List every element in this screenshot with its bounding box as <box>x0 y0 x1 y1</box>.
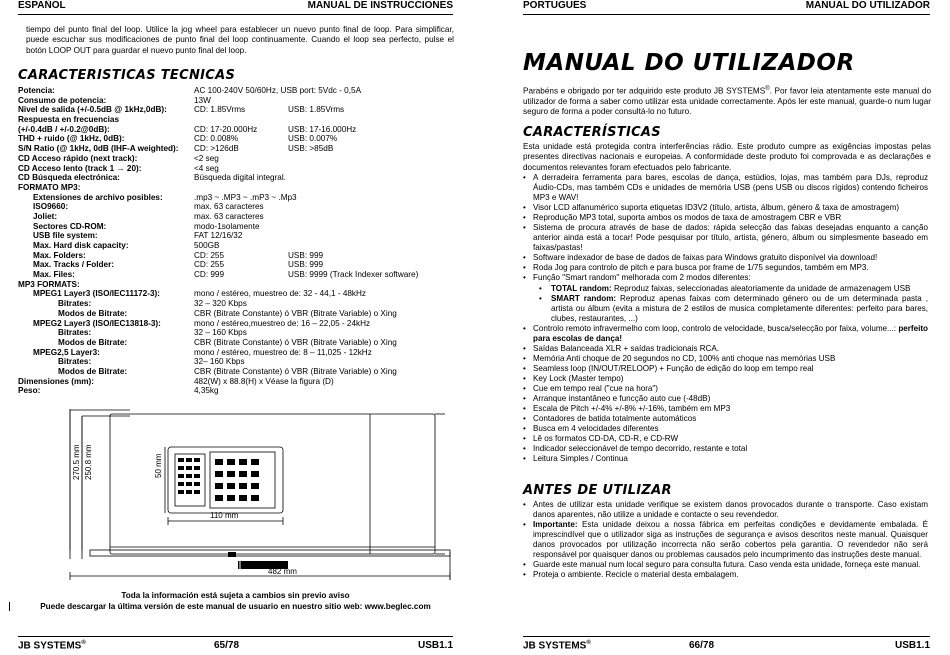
spec-row <box>18 377 458 387</box>
spec-label: Modos de Bitrate: <box>58 337 128 347</box>
notice-changes: Toda la información está sujeta a cambios sin previo aviso <box>121 591 350 600</box>
spec-label: Bitrates: <box>58 328 92 338</box>
spec-value: FAT 12/16/32 <box>194 231 243 241</box>
list-item: • Roda Jog para controlo de pitch e para busca por frame de 1/75 segundos, também em MP3. <box>523 263 928 273</box>
spec-row <box>18 260 458 270</box>
list-item: • Antes de utilizar esta unidade verifique se existem danos provocados durante o transporte. Caso existam danos aparentes, não utilize a unidade e contacte o seu revendedor. <box>523 500 928 520</box>
spec-label: Nivel de salida (+/-0.5dB @ 1kHz,0dB): <box>18 105 167 115</box>
footer-model: USB1.1 <box>417 640 453 651</box>
spec-label: USB file system: <box>33 231 98 241</box>
spec-label: S/N Ratio (@ 1kHz, 0dB (IHF-A weighted): <box>18 144 179 154</box>
spec-value: .mp3 ~ .MP3 ~ .mP3 ~ .Mp3 <box>194 192 297 202</box>
list-item: • Escala de Pitch +/-4% +/-8% +/-16%, também em MP3 <box>523 404 928 414</box>
spec-label: Sectores CD-ROM: <box>33 221 107 231</box>
intro-paragraph: tiempo del punto final del loop. Utilice la jog wheel para establecer un nuevo punto final de loop. Para simplificar, puede escuchar sus modificaciones de punto final del loop continuamente. Cuando el loop sea perfecto, pulse el botón LOOP OUT para guardar el nuevo punto final del loop. <box>26 25 454 55</box>
list-item: • Saídas Balanceada XLR + saídas tradicionais RCA. <box>523 344 928 354</box>
list-item: • Proteja o ambiente. Recicle o material desta embalagem. <box>523 570 928 580</box>
spec-row <box>18 154 458 164</box>
section-title-specs: CARACTERISTICAS TECNICAS <box>18 68 236 83</box>
list-item: • TOTAL random: Reproduz faixas, seleccionadas aleatoriamente da unidade de armazenagem USB <box>523 284 928 294</box>
header-manual-title: MANUAL DE INSTRUCCIONES <box>307 0 453 11</box>
spec-label: Bitrates: <box>58 357 92 367</box>
spec-value: max. 63 caracteres <box>194 202 264 212</box>
spec-row <box>18 367 458 377</box>
list-item: • A derradeira ferramenta para bares, escolas de dança, estúdios, lojas, mas também para DJs, reproduz Áudio-CDs, mas também CDs e unidades de memória USB (pens USB ou discos rígidos) contendo ficheiros MP3 e WAV! <box>523 173 928 203</box>
spec-value-usb: USB: 999 <box>288 250 324 260</box>
spec-label: Modos de Bitrate: <box>58 366 128 376</box>
spec-value: AC 100-240V 50/60Hz, USB port: 5Vdc - 0,5A <box>194 86 362 95</box>
page-title: MANUAL DO UTILIZADOR <box>523 50 855 76</box>
spec-label: Extensiones de archivo posibles: <box>33 192 163 202</box>
list-item: • Indicador seleccionável de tempo decorrido, restante e total <box>523 444 928 454</box>
spec-row <box>18 270 458 280</box>
spec-label: MPEG1 Layer3 (ISO/IEC11172-3): <box>33 289 160 299</box>
spec-label: Joliet: <box>33 211 58 221</box>
page-footer <box>18 636 453 655</box>
spec-value: CD: 17-20.000Hz <box>194 124 258 134</box>
dim-total-width: 482 mm <box>268 567 297 576</box>
spec-row <box>18 115 458 125</box>
list-item: • Software indexador de base de dados de faixas para Windows gratuito disponível via download! <box>523 253 928 263</box>
spec-row <box>18 193 458 203</box>
spec-value: 32 – 160 Kbps <box>194 328 247 338</box>
list-item: • Controlo remoto infravermelho com loop, controlo de velocidade, busca/selecção por faixa, volume...: perfeito para escolas de dança! <box>523 324 928 344</box>
spec-row <box>18 386 458 396</box>
page-right <box>475 0 950 654</box>
spec-value: CBR (Bitrate Constante) ó VBR (Bitrate Variable) o Xing <box>194 366 397 376</box>
list-item: • Contadores de batida totalmente automáticos <box>523 414 928 424</box>
spec-row <box>18 202 458 212</box>
spec-label: MP3 FORMATS: <box>18 279 80 289</box>
spec-value-usb: USB: 17-16.000Hz <box>288 124 357 134</box>
spec-row <box>18 212 458 222</box>
page-header <box>523 0 930 15</box>
spec-value: 500GB <box>194 241 220 250</box>
spec-value: mono / estéreo, muestreo de: 32 - 44,1 - 48kHz <box>194 289 367 299</box>
spec-value: mono / estéreo, muestreo de: 8 – 11,025 - 12kHz <box>194 347 372 357</box>
spec-row <box>18 280 458 290</box>
spec-label: CD Acceso lento (track 1 → 20): <box>18 163 142 173</box>
footer-page-number: 66/78 <box>689 640 715 651</box>
list-item: • Importante: Esta unidade deixou a nossa fábrica em perfeitas condições e devidamente embalada. É imprescindível que o utilizador siga as instruções de segurança e avisos descritos neste manual. Quaisquer danos provocados por utilização incorrecta não serão cobertos pela garantia. O revendedor não será responsável por quaisquer danos ou problemas causados pelo incumprimento das instruções deste manual. <box>523 520 928 560</box>
spec-value: CBR (Bitrate Constante) ó VBR (Bitrate Variable) o Xing <box>194 337 397 347</box>
spec-row <box>18 105 458 115</box>
spec-label: Dimensiones (mm): <box>18 376 94 386</box>
spec-label: THD + ruido (@ 1kHz, 0dB): <box>18 134 125 144</box>
spec-label: CD Acceso rápido (next track): <box>18 153 138 163</box>
spec-value: 32 – 320 Kbps <box>194 299 247 309</box>
spec-value: modo-1solamente <box>194 221 260 231</box>
spec-label: Respuesta en frecuencias <box>18 115 120 125</box>
dim-depth-inner: 250.8 mm <box>84 444 93 480</box>
spec-row <box>18 299 458 309</box>
spec-row <box>18 348 458 358</box>
list-item: • Cue em tempo real ("cue na hora") <box>523 384 928 394</box>
spec-label: Potencia: <box>18 86 55 95</box>
spec-label: MPEG2 Layer3 (ISO/IEC13818-3): <box>33 318 161 328</box>
spec-value: mono / estéreo,muestreo de: 16 – 22,05 - 24kHz <box>194 318 371 328</box>
spec-value: CD: 0.008% <box>194 134 239 144</box>
spec-value: CD: 1.85Vrms <box>194 105 246 115</box>
page-header <box>18 0 453 15</box>
list-item: • Lê os formatos CD-DA, CD-R, e CD-RW <box>523 434 928 444</box>
spec-row <box>18 173 458 183</box>
list-item: • Visor LCD alfanumérico suporta etiquetas ID3V2 (título, artista, álbum, género & taxa de amostragem) <box>523 203 928 213</box>
spec-row <box>18 144 458 154</box>
spec-value-usb: USB: 999 <box>288 260 324 270</box>
section-title-features: CARACTERÍSTICAS <box>523 125 661 140</box>
list-item: • Guarde este manual num local seguro para consulta futura. Caso venda esta unidade, forneça este manual. <box>523 560 928 570</box>
footer-page-number: 65/78 <box>214 640 240 651</box>
list-item: • Seamless loop (IN/OUT/RELOOP) + Função de edição do loop em tempo real <box>523 364 928 374</box>
spec-label: Consumo de potencia: <box>18 95 107 105</box>
spec-value: CD: 999 <box>194 270 225 280</box>
footer-model: USB1.1 <box>894 640 930 651</box>
dim-panel-height: 50 mm <box>154 453 163 478</box>
spec-label: Max. Hard disk capacity: <box>33 241 129 250</box>
spec-value-usb: USB: 1.85Vrms <box>288 105 345 115</box>
spec-value: max. 63 caracteres <box>194 211 264 221</box>
change-bar <box>9 602 10 611</box>
spec-row <box>18 328 458 338</box>
spec-row <box>18 134 458 144</box>
list-item: • Busca em 4 velocidades diferentes <box>523 424 928 434</box>
footer-brand: JB SYSTEMS® <box>523 640 591 652</box>
spec-label: CD Búsqueda electrónica: <box>18 173 120 183</box>
spec-label: Max. Files: <box>33 270 75 280</box>
list-item: • Sistema de procura através de base de dados: rápida selecção das faixas desejadas enquanto a canção anterior ainda está a tocar! Pode pesquisar por título, artista, género, álbum ou simplesmente baseado em faixas/pastas! <box>523 223 928 253</box>
spec-label: Max. Tracks / Folder: <box>33 260 114 270</box>
spec-row <box>18 125 458 135</box>
spec-row <box>18 309 458 319</box>
spec-value: 4,35kg <box>194 386 219 396</box>
spec-row <box>18 96 458 106</box>
list-item: • Função "Smart random" melhorada com 2 modos diferentes: <box>523 273 928 283</box>
spec-value: Búsqueda digital integral. <box>194 173 286 183</box>
spec-value-usb: USB: >85dB <box>288 144 334 154</box>
list-item: • SMART random: Reproduz apenas faixas com determinado género ou de um determinada pasta , artista ou álbum (evita a mistura de 2 estilos de musica completamente diferentes: perfeito para bares, clubes, restaurantes, ...) <box>523 294 928 324</box>
spec-label: MPEG2,5 Layer3: <box>33 347 100 357</box>
list-item: • Reprodução MP3 total, suporta ambos os modos de taxa de amostragem CBR e VBR <box>523 213 928 223</box>
spec-row <box>18 289 458 299</box>
intro-paragraph: Parabéns e obrigado por ter adquirido este produto JB SYSTEMS®. Por favor leia atentamente este manual do utilizador de forma a saber como utilizar esta unidade correctamente. Após ler este manual, guarde-o num lugar seguro de forma a poder consultá-lo no futuro. <box>523 86 931 117</box>
spec-row <box>18 241 458 251</box>
spec-value-usb: USB: 0.007% <box>288 134 338 144</box>
spec-row <box>18 164 458 174</box>
section-title-before-use: ANTES DE UTILIZAR <box>523 483 672 498</box>
notice-download: Puede descargar la última versión de este manual de usuario en nuestro sitio web: www.beglec.com <box>40 602 431 611</box>
spec-row <box>18 231 458 241</box>
spec-value: <2 seg <box>194 153 219 163</box>
list-item: • Key Lock (Master tempo) <box>523 374 928 384</box>
spec-row <box>18 251 458 261</box>
spec-value: CBR (Bitrate Constante) ó VBR (Bitrate Variable) o Xing <box>194 308 397 318</box>
page-left <box>0 0 475 654</box>
spec-row <box>18 338 458 348</box>
spec-value: 13W <box>194 95 211 105</box>
features-list <box>523 173 928 464</box>
footer-brand: JB SYSTEMS® <box>18 640 86 652</box>
spec-label: Max. Folders: <box>33 250 86 260</box>
page-footer <box>523 636 930 655</box>
spec-table <box>18 86 458 396</box>
spec-value: <4 seg <box>194 163 219 173</box>
list-item: • Leitura Simples / Continua <box>523 454 928 464</box>
dimension-drawing <box>60 404 465 584</box>
before-use-list <box>523 500 928 580</box>
spec-label: FORMATO MP3: <box>18 182 81 192</box>
header-manual-title: MANUAL DO UTILIZADOR <box>805 0 930 11</box>
spec-row <box>18 222 458 232</box>
spec-row <box>18 357 458 367</box>
list-item: • Arranque instantâneo e funcção auto cue (-48dB) <box>523 394 928 404</box>
features-intro: Esta unidade está protegida contra interferências rádio. Este produto cumpre as exigências impostas pelas presentes directivas nacionais e europeias. A conformidade deste produto foi comprovada e as declarações e documentos relevantes foram efectuados pelo fabricante. <box>523 142 931 172</box>
spec-value: 32– 160 Kbps <box>194 357 245 367</box>
spec-label: Modos de Bitrate: <box>58 308 128 318</box>
spec-label: Peso: <box>18 386 41 396</box>
header-language: PORTUGUÊS <box>523 0 587 11</box>
dim-panel-width: 110 mm <box>210 511 239 520</box>
spec-value-usb: USB: 9999 (Track Indexer software) <box>288 270 419 280</box>
spec-value: CD: 255 <box>194 260 225 270</box>
dim-depth-outer: 270.5 mm <box>72 444 81 480</box>
spec-value: CD: >126dB <box>194 144 239 154</box>
spec-row <box>18 86 458 96</box>
spec-value: CD: 255 <box>194 250 225 260</box>
spec-row <box>18 319 458 329</box>
header-language: ESPAÑOL <box>18 0 66 11</box>
spec-row <box>18 183 458 193</box>
list-item: • Memória Anti choque de 20 segundos no CD, 100% anti choque nas memórias USB <box>523 354 928 364</box>
spec-label: (+/-0.4dB / +/-0.2@0dB): <box>18 124 110 134</box>
spec-label: ISO9660: <box>33 202 69 212</box>
spec-value: 482(W) x 88.8(H) x Véase la figura (D) <box>194 376 334 386</box>
spec-label: Bitrates: <box>58 299 92 309</box>
